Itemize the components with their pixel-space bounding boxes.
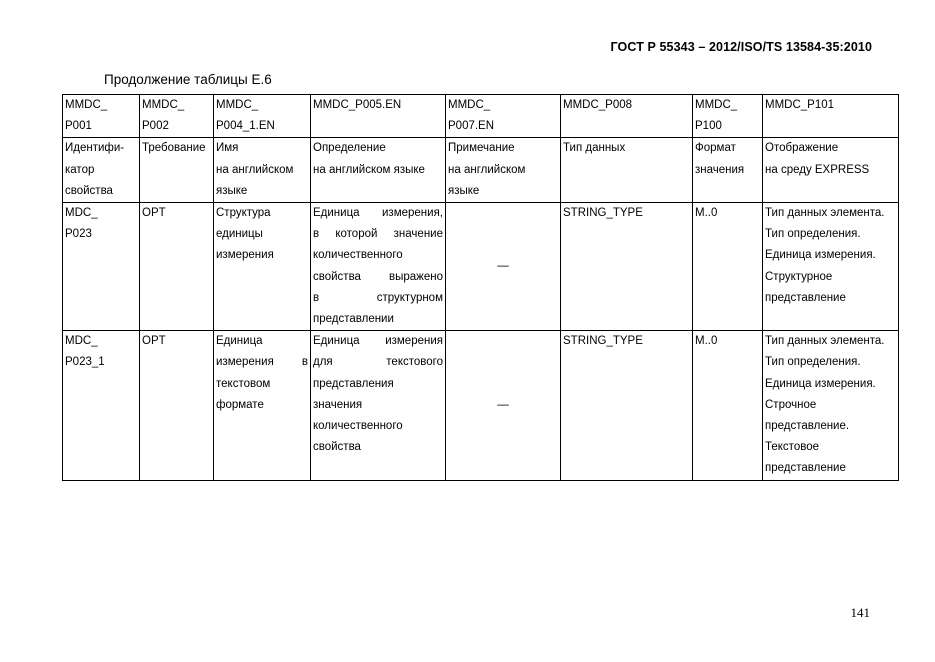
label-header-row bbox=[63, 138, 899, 203]
express-mapping-cell: Тип данных элемента. Тип определения. Единица измерения. Структурное представление bbox=[763, 203, 899, 331]
code-cell-6: MMDC_P008 bbox=[561, 95, 693, 138]
label-cell-1: Идентифи- катор свойства bbox=[63, 138, 140, 203]
code-cell-5: MMDC_ P007.EN bbox=[446, 95, 561, 138]
code-cell-4: MMDC_P005.EN bbox=[311, 95, 446, 138]
label-cell-2: Требование bbox=[140, 138, 214, 203]
code-cell-2: MMDC_ P002 bbox=[140, 95, 214, 138]
note-cell: — bbox=[446, 331, 561, 480]
label-cell-7: Формат значения bbox=[693, 138, 763, 203]
code-cell-7: MMDC_ P100 bbox=[693, 95, 763, 138]
label-cell-4: Определение на английском языке bbox=[311, 138, 446, 203]
data-type-cell: STRING_TYPE bbox=[561, 331, 693, 480]
data-table bbox=[62, 94, 899, 481]
requirement-cell: OPT bbox=[140, 203, 214, 331]
name-cell: Единица измерения в текстовом формате bbox=[214, 331, 311, 480]
label-cell-8: Отображение на среду EXPRESS bbox=[763, 138, 899, 203]
label-cell-5: Примечание на английском языке bbox=[446, 138, 561, 203]
definition-cell: Единица измерения для текстового представления значения количественного свойства bbox=[311, 331, 446, 480]
table-caption: Продолжение таблицы Е.6 bbox=[104, 72, 272, 87]
requirement-cell: OPT bbox=[140, 331, 214, 480]
code-cell-3: MMDC_ P004_1.EN bbox=[214, 95, 311, 138]
format-cell: M..0 bbox=[693, 203, 763, 331]
table-row bbox=[63, 331, 899, 480]
table-row bbox=[63, 203, 899, 331]
label-cell-3: Имя на английском языке bbox=[214, 138, 311, 203]
document-header: ГОСТ Р 55343 – 2012/ISO/TS 13584-35:2010 bbox=[610, 40, 872, 54]
data-type-cell: STRING_TYPE bbox=[561, 203, 693, 331]
code-header-row bbox=[63, 95, 899, 138]
label-cell-6: Тип данных bbox=[561, 138, 693, 203]
express-mapping-cell: Тип данных элемента. Тип определения. Единица измерения. Строчное представление. Текстовое представление bbox=[763, 331, 899, 480]
page-number: 141 bbox=[850, 605, 870, 620]
property-id-cell: MDC_ P023 bbox=[63, 203, 140, 331]
note-cell: — bbox=[446, 203, 561, 331]
code-cell-1: MMDC_ P001 bbox=[63, 95, 140, 138]
definition-cell: Единица измерения, в которой значение количественного свойства выражено в структурном представлении bbox=[311, 203, 446, 331]
code-cell-8: MMDC_P101 bbox=[763, 95, 899, 138]
format-cell: M..0 bbox=[693, 331, 763, 480]
name-cell: Структура единицы измерения bbox=[214, 203, 311, 331]
property-id-cell: MDC_ P023_1 bbox=[63, 331, 140, 480]
